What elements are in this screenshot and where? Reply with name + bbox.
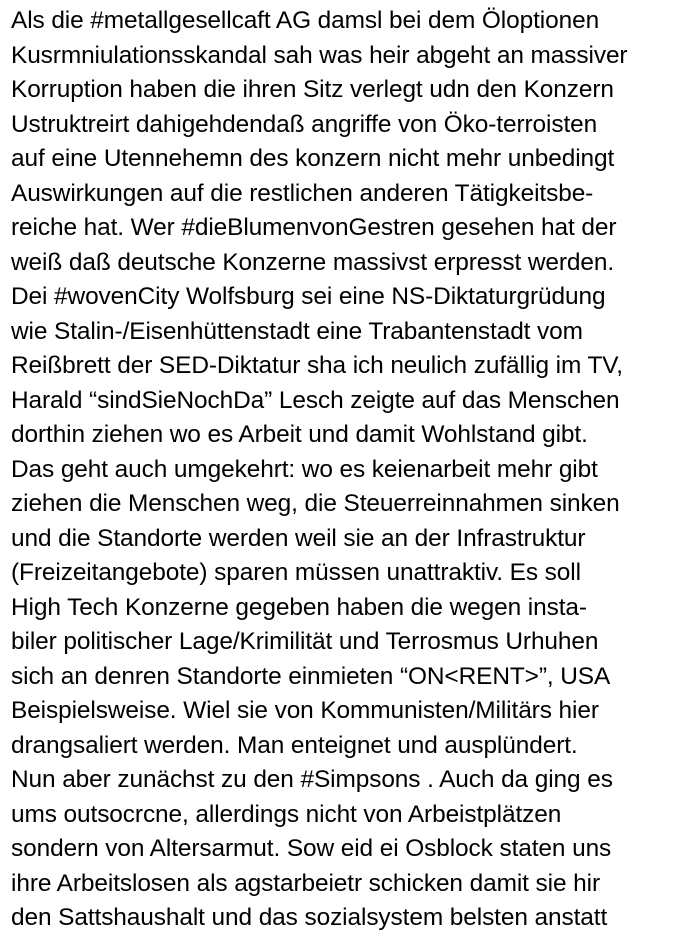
text-line: Als die #metallgesellcaft AG damsl bei dem Öloptionen xyxy=(11,7,600,34)
text-line: Harald “sindSieNochDa” Lesch zeigte auf das Menschen xyxy=(11,386,620,414)
text-line: wie Stalin-/Eisenhüttenstadt eine Trabantenstadt vom xyxy=(11,317,583,345)
text-line: Das geht auch umgekehrt: wo es keienarbeit mehr gibt xyxy=(11,455,598,483)
text-line: sich an denren Standorte einmieten “ON<RENT>”, USA xyxy=(11,662,611,690)
text-line: ihre Arbeitslosen als agstarbeietr schicken damit sie hir xyxy=(11,869,600,897)
text-line: den Sattshaushalt und das sozialsystem belsten anstatt xyxy=(11,904,608,931)
text-line: drangsaliert werden. Man enteignet und ausplündert. xyxy=(11,731,578,759)
text-line: (Freizeitangebote) sparen müssen unattraktiv. Es soll xyxy=(11,559,581,586)
text-line: sondern von Altersarmut. Sow eid ei Osblock staten uns xyxy=(11,835,612,862)
text-line: Ustruktreirt dahigehdendaß angriffe von Öko-terroisten xyxy=(11,110,598,138)
text-line: dorthin ziehen wo es Arbeit und damit Wohlstand gibt. xyxy=(11,421,588,448)
text-line: Beispielsweise. Wiel sie von Kommunisten/Militärs hier xyxy=(11,697,599,724)
text-line: Auswirkungen auf die restlichen anderen Tätigkeitsbe- xyxy=(11,179,594,207)
text-line: Kusrmniulationsskandal sah was heir abgeht an massiver xyxy=(11,41,628,69)
text-line: und die Standorte werden weil sie an der Infrastruktur xyxy=(11,524,586,552)
text-line: Korruption haben die ihren Sitz verlegt udn den Konzern xyxy=(11,76,614,103)
text-line: ziehen die Menschen weg, die Steuerreinnahmen sinken xyxy=(11,490,620,517)
text-line: ums outsocrcne, allerdings nicht von Arbeistplätzen xyxy=(11,800,562,828)
text-line: Reißbrett der SED-Diktatur sha ich neulich zufällig im TV, xyxy=(11,352,623,379)
text-line: reiche hat. Wer #dieBlumenvonGestren gesehen hat der xyxy=(11,214,617,241)
text-line: Dei #wovenCity Wolfsburg sei eine NS-Diktaturgrüdung xyxy=(11,283,606,310)
text-line: Nun aber zunächst zu den #Simpsons . Auch da ging es xyxy=(11,766,613,793)
text-line: High Tech Konzerne gegeben haben die wegen insta- xyxy=(11,593,587,621)
text-line: biler politischer Lage/Krimilität und Terrosmus Urhuhen xyxy=(11,628,599,655)
text-line: auf eine Utennehemn des konzern nicht mehr unbedingt xyxy=(11,145,615,172)
document-page xyxy=(11,4,681,936)
text-line: weiß daß deutsche Konzerne massivst erpresst werden. xyxy=(11,248,615,276)
